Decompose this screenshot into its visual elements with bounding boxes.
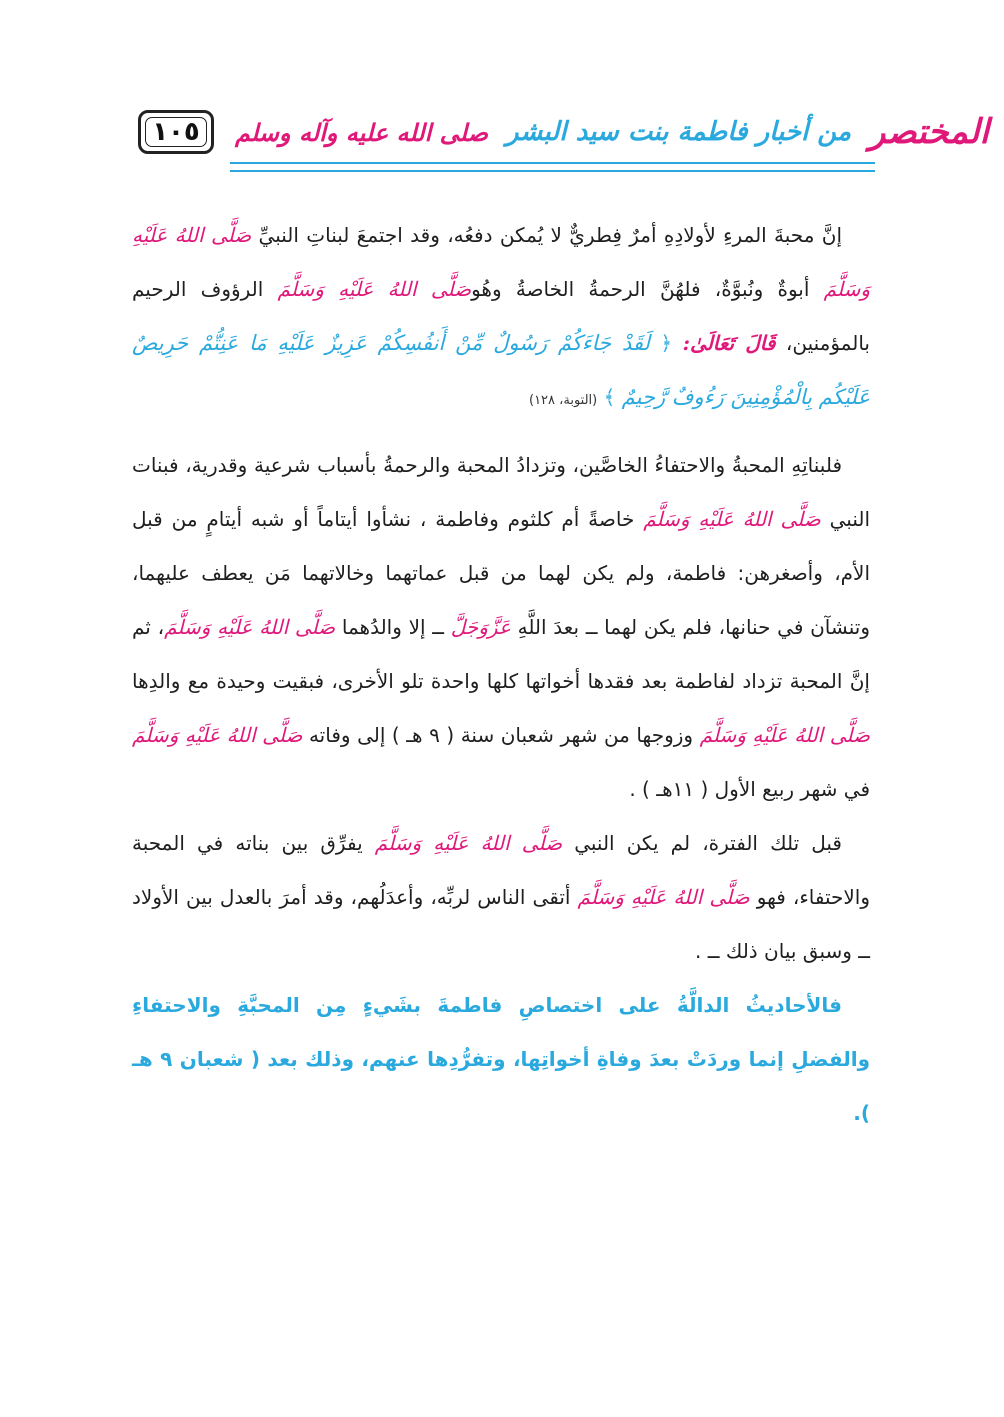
- page-number-frame: [138, 110, 214, 154]
- text-run: خاصةً أم كلثوم وفاطمة ، نشأوا أيتاماً أو شبه أيتامٍ من قبل الأم، وأصغرهن: فاطمة، ولم يكن لهما من قبل عماتهما وخالاتهما مَن يعطف عليهما، وتنشآن في حنانها، فلم يكن لهما ــ بعدَ اللَّهِ: [132, 507, 871, 639]
- text-run: فلبناتِهِ المحبةُ والاحتفاءُ الخاصَّين، وتزدادُ المحبة والرحمةُ بأسباب شرعية وقدرية، فبنات النبي: [132, 453, 871, 531]
- quran-open-bracket: ﴿: [660, 331, 673, 355]
- azza-wajal-honorific: عَزَّوَجَلَّ: [450, 615, 511, 639]
- salah-honorific: صَلَّى اللهُ عَلَيْهِ وَسَلَّمَ: [132, 723, 303, 747]
- verse-reference: (التوبة، ١٢٨): [529, 393, 598, 408]
- text-run: أبوةٌ ونُبوَّةٌ، فلهُنَّ الرحمةُ الخاصةُ وهُو: [471, 277, 824, 301]
- text-run: في شهر ربيع الأول ( ١١هـ ) .: [629, 777, 870, 801]
- text-run: ، ثم إنَّ المحبة تزداد لفاطمة بعد فقدها أخواتها كلها واحدة تلو الأخرى، فبقيت وحيدة مع والدِها: [132, 615, 870, 693]
- salah-honorific: صَلَّى اللهُ عَلَيْهِ وَسَلَّمَ: [643, 507, 821, 531]
- text-run: فالأحاديثُ الدالَّةُ على اختصاصِ فاطمةَ بشَيءٍ مِن المحبَّةِ والاحتفاءِ والفضلِ إنما وردَتْ بعدَ وفاةِ أخواتِها، وتفرُّدِها عنهم، وذلك بعد ( شعبان ٩ هـ ).: [132, 993, 871, 1125]
- text-run: إنَّ محبةَ المرءِ لأولادِهِ أمرٌ فِطريٌّ لا يُمكن دفعُه، وقد اجتمعَ لبناتِ النبيِّ: [251, 223, 842, 247]
- text-run: يفرِّق بين بناته في المحبة والاحتفاء، فهو: [132, 831, 871, 909]
- salah-honorific: صَلَّى اللهُ عَلَيْهِ وَسَلَّمَ: [699, 723, 871, 747]
- paragraph-2: [132, 438, 870, 816]
- body-text: [132, 208, 870, 1140]
- paragraph-4-highlight: [132, 978, 870, 1140]
- page-header: [130, 100, 989, 178]
- page-number: ١٠٥: [152, 117, 200, 147]
- book-title-salah: صلى الله عليه وآله وسلم: [235, 117, 488, 147]
- header-divider: [230, 162, 875, 172]
- salah-honorific: صَلَّى اللهُ عَلَيْهِ وَسَلَّمَ: [277, 277, 472, 301]
- salah-honorific: صَلَّى اللهُ عَلَيْهِ وَسَلَّمَ: [132, 223, 871, 301]
- text-run: أتقى الناس لربِّه، وأعدَلُهم، وقد أمرَ بالعدل بين الأولاد ــ وسبق بيان ذلك ــ .: [132, 885, 870, 963]
- text-run: قبل تلك الفترة، لم يكن النبي: [562, 831, 842, 855]
- quran-verse: لَقَدْ جَاءَكُمْ رَسُولٌ مِّنْ أَنفُسِكُمْ عَزِيزٌ عَلَيْهِ مَا عَنِتُّمْ حَرِيصٌ عَلَيْكُم بِالْمُؤْمِنِينَ رَءُوفٌ رَّحِيمٌ: [132, 331, 870, 409]
- quran-close-bracket: ﴾: [603, 385, 616, 409]
- salah-honorific: صَلَّى اللهُ عَلَيْهِ وَسَلَّمَ: [374, 831, 563, 855]
- book-title-subtitle: من أخبار فاطمة بنت سيد البشر: [505, 117, 852, 147]
- book-title: [235, 104, 989, 160]
- text-run: ــ إلا والدُهما: [335, 615, 451, 639]
- book-title-main: المختصر: [869, 112, 989, 152]
- salah-honorific: صَلَّى اللهُ عَلَيْهِ وَسَلَّمَ: [164, 615, 336, 639]
- paragraph-3: [132, 816, 870, 978]
- salah-honorific: صَلَّى اللهُ عَلَيْهِ وَسَلَّمَ: [577, 885, 750, 909]
- paragraph-1: [132, 208, 870, 428]
- qala-taala: قَالَ تَعَالَىٰ:: [682, 331, 776, 355]
- text-run: الرؤوف الرحيم بالمؤمنين،: [132, 277, 871, 355]
- text-run: وزوجها من شهر شعبان سنة ( ٩ هـ ) إلى وفاته: [302, 723, 700, 747]
